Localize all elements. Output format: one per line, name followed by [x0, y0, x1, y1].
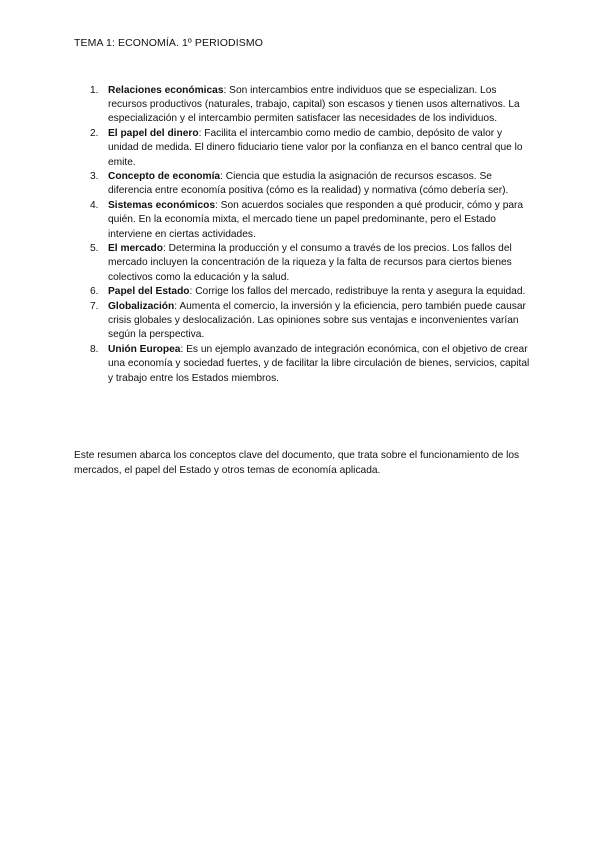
item-term: Globalización — [108, 301, 175, 313]
list-item — [82, 127, 532, 170]
item-term: Concepto de economía — [108, 171, 221, 183]
item-number: 6. — [90, 286, 99, 298]
item-text: : Determina la producción y el consumo a través de los precios. Los fallos del mercado incluyen la concentración de la riqueza y la falta de recursos para ciertos bienes colectivos como la educación y la salud. — [108, 243, 512, 283]
list-item — [82, 84, 532, 127]
item-text: : Es un ejemplo avanzado de integración económica, con el objetivo de crear una economía y sociedad fuertes, y de facilitar la libre circulación de bienes, servicios, capital y trabajo entre los Estados miembros. — [108, 344, 530, 384]
item-text: : Aumenta el comercio, la inversión y la eficiencia, pero también puede causar crisis globales y deslocalización. Las opiniones sobre sus ventajas e inconvenientes varían según la perspectiva. — [108, 301, 526, 341]
summary-paragraph: Este resumen abarca los conceptos clave del documento, que trata sobre el funcionamiento de los mercados, el papel del Estado y otros temas de economía aplicada. — [74, 450, 520, 476]
item-term: Papel del Estado — [108, 286, 190, 298]
list-item — [82, 242, 532, 285]
item-number: 4. — [90, 200, 99, 212]
item-term: Unión Europea — [108, 344, 181, 356]
item-number: 5. — [90, 243, 99, 255]
item-term: Sistemas económicos — [108, 200, 216, 212]
list-item — [82, 170, 532, 198]
item-term: El papel del dinero — [108, 128, 199, 140]
item-text: : Son acuerdos sociales que responden a qué producir, cómo y para quién. En la economía mixta, el mercado tiene un papel predominante, pero el Estado interviene en ciertas actividades. — [108, 200, 524, 240]
item-number: 8. — [90, 344, 99, 356]
list-item — [82, 285, 532, 299]
item-number: 7. — [90, 301, 99, 313]
item-text: : Facilita el intercambio como medio de cambio, depósito de valor y unidad de medida. El dinero fiduciario tiene valor por la confianza en el banco central que lo emite. — [108, 128, 523, 168]
list-item — [82, 300, 532, 343]
item-number: 3. — [90, 171, 99, 183]
item-term: Relaciones económicas — [108, 85, 224, 96]
list-item — [82, 199, 532, 242]
concept-list — [82, 84, 532, 386]
list-item — [82, 343, 532, 386]
document-header: TEMA 1: ECONOMÍA. 1º PERIODISMO — [74, 37, 263, 49]
item-number: 2. — [90, 128, 99, 140]
item-text: : Ciencia que estudia la asignación de recursos escasos. Se diferencia entre economía positiva (cómo es la realidad) y normativa (cómo debería ser). — [108, 171, 509, 197]
item-number: 1. — [90, 85, 99, 96]
item-text: : Corrige los fallos del mercado, redistribuye la renta y asegura la equidad. — [189, 286, 526, 298]
item-text: : Son intercambios entre individuos que se especializan. Los recursos productivos (naturales, trabajo, capital) son escasos y tienen usos alternativos. La especialización y el intercambio permiten satisfacer las necesidades de los individuos. — [108, 85, 520, 125]
item-term: El mercado — [108, 243, 163, 255]
